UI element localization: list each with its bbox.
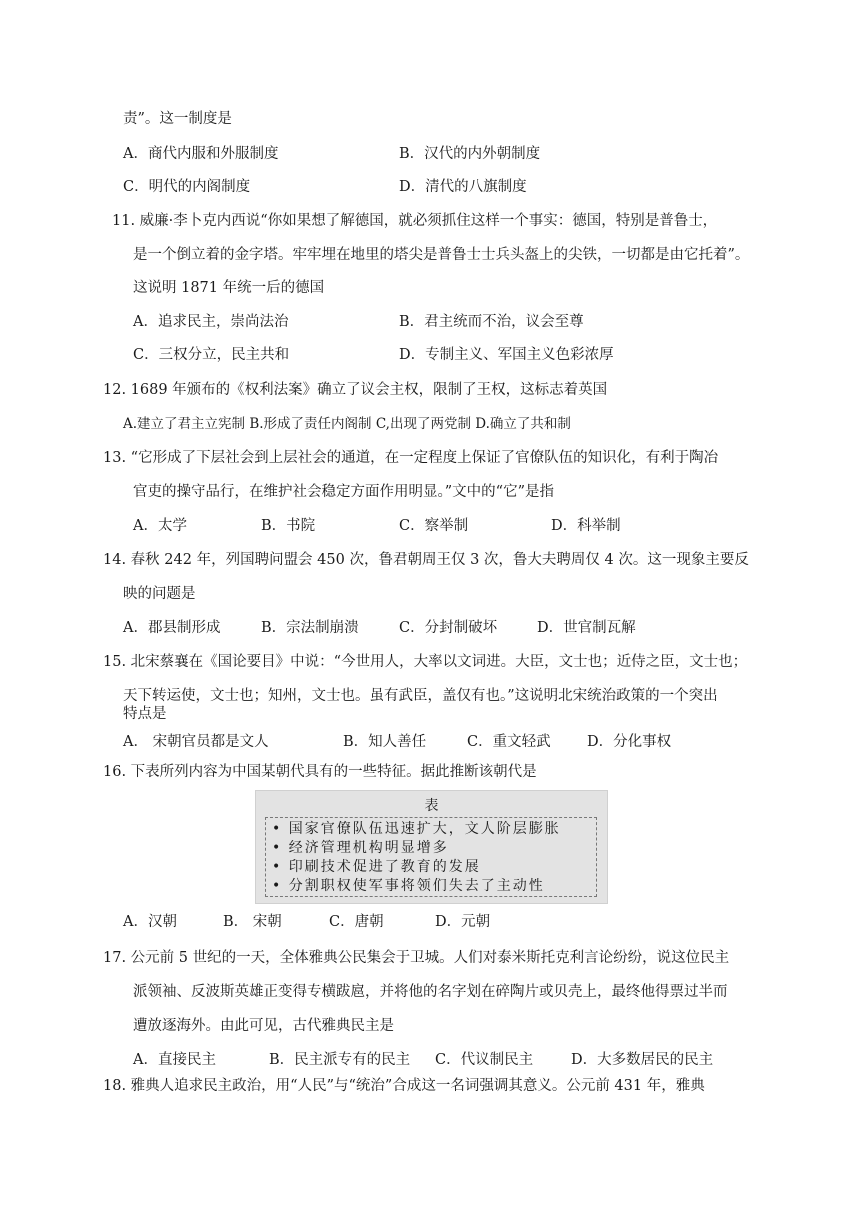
q15-stem-line3: 特点是 bbox=[123, 706, 167, 722]
q10-option-d: D．清代的八旗制度 bbox=[399, 179, 527, 195]
feature-table-row: • 经济管理机构明显增多 bbox=[272, 840, 449, 856]
q16-option-b: B． 宋朝 bbox=[223, 914, 282, 930]
q11-stem-line3: 这说明 1871 年统一后的德国 bbox=[133, 280, 325, 296]
q13-option-b: B．书院 bbox=[261, 518, 316, 534]
q14-option-d: D．世官制瓦解 bbox=[537, 620, 636, 636]
q14-stem-line1: 14. 春秋 242 年，列国聘问盟会 450 次，鲁君朝周王仅 3 次，鲁大夫聘周仅 4 次。这一现象主要反 bbox=[103, 552, 749, 568]
q11-option-c: C．三权分立，民主共和 bbox=[133, 347, 290, 363]
q13-option-a: A．太学 bbox=[133, 518, 187, 534]
q11-stem-line2: 是一个倒立着的金字塔。牢牢埋在地里的塔尖是普鲁士士兵头盔上的尖铁，一切都是由它托着”。 bbox=[133, 247, 750, 263]
q11-stem-line1: 11. 威廉·李卜克内西说“你如果想了解德国，就必须抓住这样一个事实：德国，特别是普鲁士， bbox=[112, 213, 718, 229]
feature-table-box bbox=[265, 817, 597, 897]
q16-stem: 16. 下表所列内容为中国某朝代具有的一些特征。据此推断该朝代是 bbox=[103, 764, 537, 780]
q15-stem-line2: 天下转运使，文士也；知州，文士也。虽有武臣，盖仅有也。”这说明北宋统治政策的一个突出 bbox=[123, 688, 718, 704]
q17-option-c: C．代议制民主 bbox=[435, 1052, 534, 1068]
q11-option-b: B．君主统而不治，议会至尊 bbox=[399, 314, 584, 330]
q10-option-c: C．明代的内阁制度 bbox=[123, 179, 251, 195]
q16-option-c: C．唐朝 bbox=[329, 914, 384, 930]
q16-option-a: A．汉朝 bbox=[123, 914, 177, 930]
q14-option-b: B．宗法制崩溃 bbox=[261, 620, 359, 636]
feature-table-title: 表 bbox=[424, 798, 439, 814]
q15-option-a: A． 宋朝官员都是文人 bbox=[123, 734, 269, 750]
q17-option-a: A．直接民主 bbox=[133, 1052, 216, 1068]
q17-stem-line3: 遭放逐海外。由此可见，古代雅典民主是 bbox=[133, 1018, 394, 1034]
q17-option-b: B．民主派专有的民主 bbox=[269, 1052, 411, 1068]
q13-option-d: D．科举制 bbox=[551, 518, 621, 534]
q12-stem: 12. 1689 年颁布的《权利法案》确立了议会主权，限制了王权，这标志着英国 bbox=[103, 382, 608, 398]
q15-option-b: B．知人善任 bbox=[343, 734, 427, 750]
feature-table-row: • 国家官僚队伍迅速扩大，文人阶层膨胀 bbox=[272, 821, 561, 837]
q13-stem-line2: 官吏的操守品行，在维护社会稳定方面作用明显。”文中的“它”是指 bbox=[133, 484, 554, 500]
feature-table-row: • 印刷技术促进了教育的发展 bbox=[272, 859, 481, 875]
q14-option-a: A．郡县制形成 bbox=[123, 620, 221, 636]
q14-option-c: C．分封制破坏 bbox=[399, 620, 498, 636]
q17-stem-line2: 派领袖、反波斯英雄正变得专横跋扈，并将他的名字划在碎陶片或贝壳上，最终他得票过半而 bbox=[133, 984, 728, 1000]
q16-option-d: D．元朝 bbox=[435, 914, 491, 930]
q15-option-d: D．分化事权 bbox=[587, 734, 672, 750]
q13-stem-line1: 13. “它形成了下层社会到上层社会的通道，在一定程度上保证了官僚队伍的知识化，有利于陶冶 bbox=[103, 450, 719, 466]
q13-option-c: C．察举制 bbox=[399, 518, 469, 534]
q10-option-a: A．商代内服和外服制度 bbox=[123, 146, 279, 162]
q10-stem-tail: 责”。这一制度是 bbox=[123, 111, 232, 127]
q17-option-d: D．大多数居民的民主 bbox=[571, 1052, 714, 1068]
feature-table bbox=[255, 790, 608, 904]
q11-option-d: D．专制主义、军国主义色彩浓厚 bbox=[399, 347, 614, 363]
q17-stem-line1: 17. 公元前 5 世纪的一天，全体雅典公民集会于卫城。人们对泰米斯托克利言论纷纷，说这位民主 bbox=[103, 950, 730, 966]
q12-options: A.建立了君主立宪制 B.形成了责任内阁制 C,出现了两党制 D.确立了共和制 bbox=[123, 416, 571, 432]
feature-table-row: • 分割职权使军事将领们失去了主动性 bbox=[272, 878, 545, 894]
q15-stem-line1: 15. 北宋蔡襄在《国论要目》中说：“今世用人，大率以文词进。大臣，文士也；近侍之臣，文士也； bbox=[103, 654, 748, 670]
q11-option-a: A．追求民主，崇尚法治 bbox=[133, 314, 289, 330]
q15-option-c: C．重文轻武 bbox=[467, 734, 551, 750]
q18-stem-line1: 18. 雅典人追求民主政治，用“人民”与“统治”合成这一名词强调其意义。公元前 431 年，雅典 bbox=[103, 1078, 705, 1094]
q10-option-b: B．汉代的内外朝制度 bbox=[399, 146, 541, 162]
q14-stem-line2: 映的问题是 bbox=[123, 586, 196, 602]
